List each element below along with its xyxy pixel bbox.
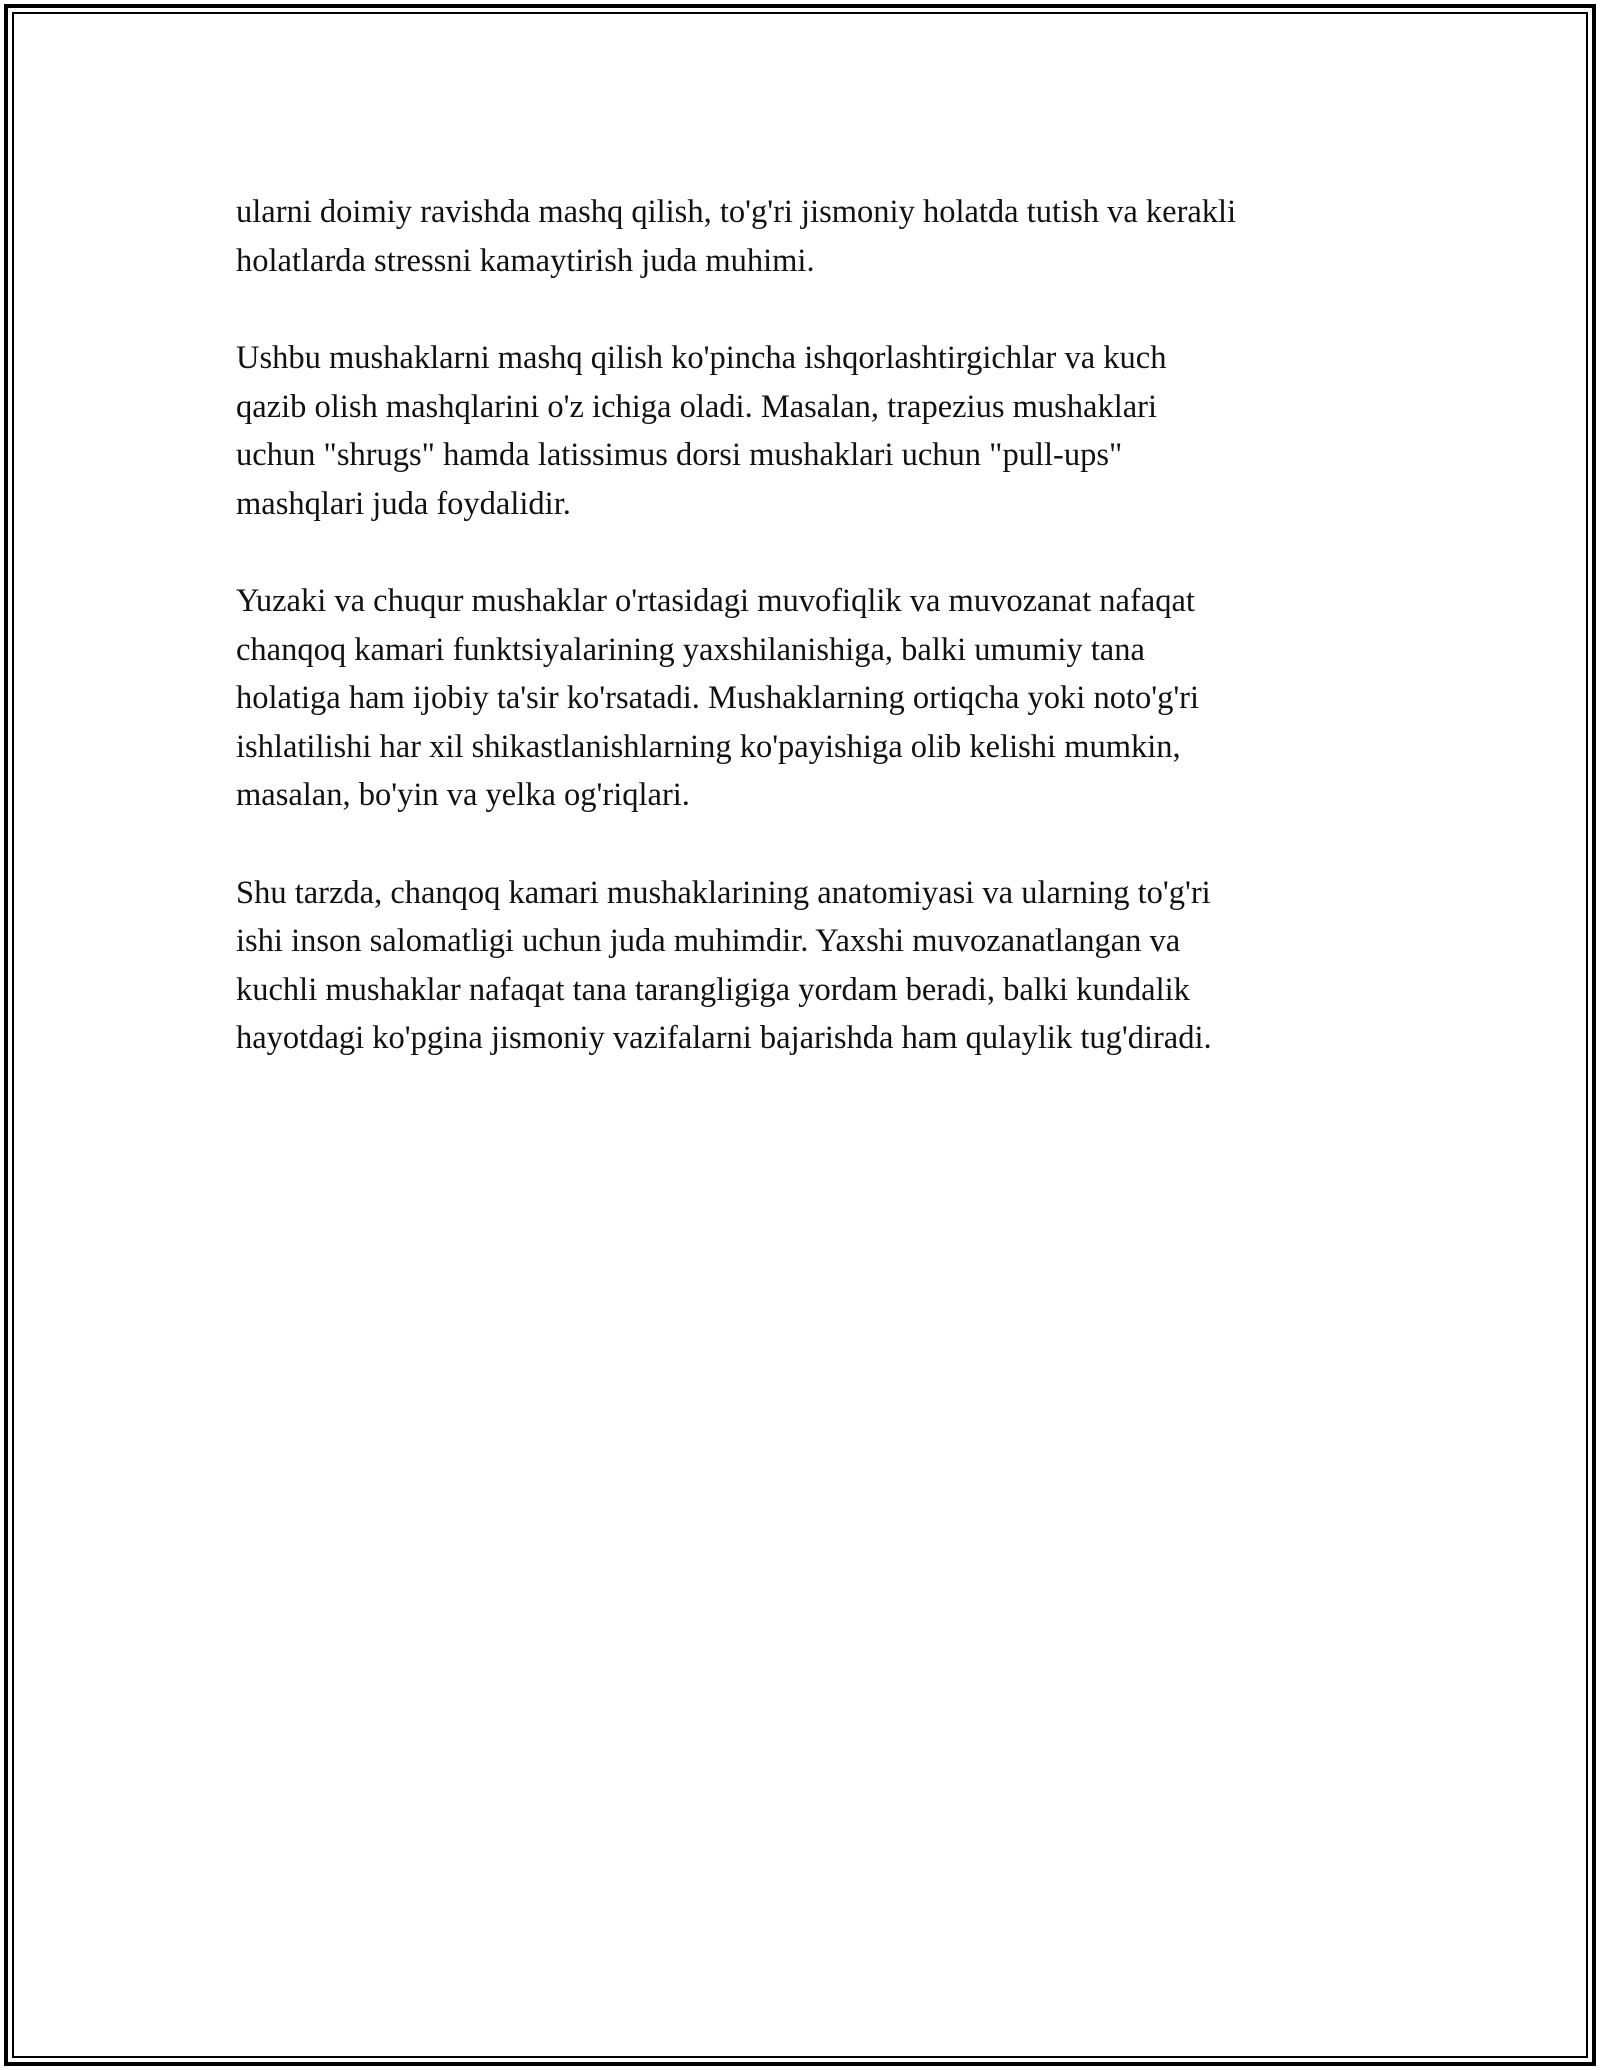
text-line: masalan, bo'yin va yelka og'riqlari. — [236, 777, 690, 813]
text-line: Yuzaki va chuqur mushaklar o'rtasidagi muvofiqlik va muvozanat nafaqat — [236, 583, 1195, 619]
paragraph-2 — [236, 334, 1386, 528]
paragraph-4 — [236, 869, 1386, 1063]
text-line: holatlarda stressni kamaytirish juda muhimi. — [236, 242, 815, 279]
text-line: ishlatilishi har xil shikastlanishlarning ko'payishiga olib kelishi mumkin, — [236, 728, 1181, 765]
text-line: holatiga ham ijobiy ta'sir ko'rsatadi. Mushaklarning ortiqcha yoki noto'g'ri — [236, 680, 1200, 716]
paragraph-1 — [236, 188, 1386, 285]
document-body — [236, 188, 1386, 1112]
text-line: mashqlari juda foydalidir. — [236, 485, 571, 522]
text-line: ularni doimiy ravishda mashq qilish, to'g'ri jismoniy holatda tutish va kerakli — [236, 194, 1237, 230]
paragraph-3 — [236, 577, 1386, 820]
text-line: uchun "shrugs" hamda latissimus dorsi mushaklari uchun "pull-ups" — [236, 437, 1123, 473]
text-line: Shu tarzda, chanqoq kamari mushaklarining anatomiyasi va ularning to'g'ri — [236, 874, 1211, 911]
text-line: kuchli mushaklar nafaqat tana tarangligiga yordam beradi, balki kundalik — [236, 971, 1190, 1008]
text-line: chanqoq kamari funktsiyalarining yaxshilanishiga, balki umumiy tana — [236, 631, 1145, 668]
text-line: ishi inson salomatligi uchun juda muhimdir. Yaxshi muvozanatlangan va — [236, 923, 1181, 959]
text-line: qazib olish mashqlarini o'z ichiga oladi. Masalan, trapezius mushaklari — [236, 388, 1158, 425]
text-line: Ushbu mushaklarni mashq qilish ko'pincha ishqorlashtirgichlar va kuch — [236, 340, 1167, 376]
text-line: hayotdagi ko'pgina jismoniy vazifalarni bajarishda ham qulaylik tug'diradi. — [236, 1020, 1212, 1056]
